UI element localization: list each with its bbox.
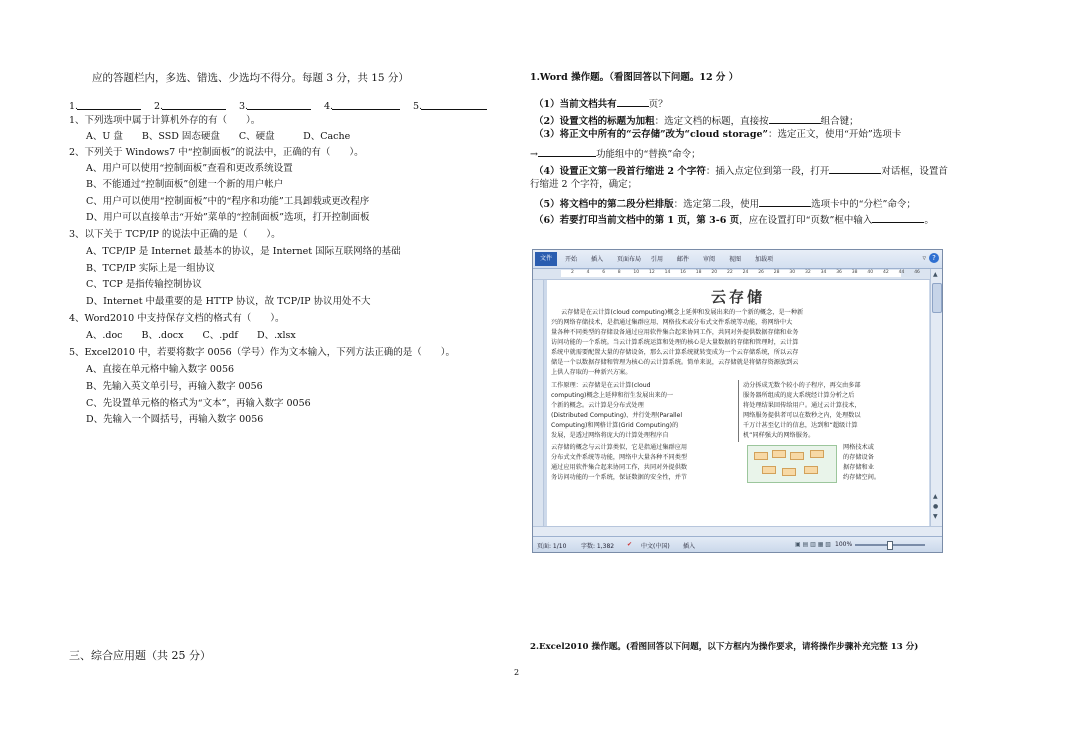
item-1-after: 页？	[648, 99, 668, 110]
item-3-after: 功能组中的“替换”命令；	[595, 149, 701, 160]
ruler-tick-label: 16	[680, 270, 686, 275]
tab-home[interactable]: 开始	[565, 256, 578, 263]
doc-para3-left-2: 分布式文件系统等功能，网络中大量各种不同类型	[551, 454, 688, 461]
doc-para1-line5: 系统中就需要配置大量的存储设备，那么云计算系统就转变成为一个云存储系统，所以云存	[551, 349, 799, 356]
item-4-text: ：插入点定位到第一段，打开	[705, 166, 830, 177]
doc-col-left-2: computing)概念上延伸和衍生发展出来的一	[551, 392, 674, 399]
word-item-3-cont	[530, 146, 701, 161]
ruler-tick-label: 12	[649, 270, 655, 275]
diagram-box	[782, 468, 796, 476]
cloud-diagram-image	[747, 445, 837, 483]
ruler-tick-label: 2	[571, 270, 574, 275]
doc-col-right-5: 千万计甚至亿计的信息，达到和“超级计算	[743, 422, 858, 429]
tab-page-layout[interactable]: 页面布局	[617, 256, 642, 263]
question-5-stem: 5、Excel2010 中，若要将数字 0056（学号）作为文本输入，下列方法正确的是（ ）。	[69, 347, 455, 358]
prev-page-icon[interactable]: ▲	[933, 493, 938, 500]
word-item-1	[534, 96, 668, 111]
ruler-tick-label: 40	[867, 270, 874, 275]
doc-col-left-3: 个新的概念。云计算是分布式处理	[551, 402, 644, 409]
doc-para1-line6: 储是一个以数据存储和管理为核心的云计算系统。简单来说，云存储就是将储存资源放到云	[551, 359, 799, 366]
item-4-blank[interactable]	[829, 163, 881, 174]
question-2-option-b: B、不能通过“控制面板”创建一个新的用户帐户	[86, 179, 284, 190]
word-screenshot	[532, 249, 943, 553]
tab-view[interactable]: 视图	[729, 256, 742, 263]
doc-para1-line1: 云存储是在云计算(cloud computing)概念上延伸和发展出来的一个新的概念，是一种新	[561, 309, 804, 316]
doc-col-left-6: 发展，是透过网络将庞大的计算处理程序自	[551, 432, 669, 439]
item-6-after: 。	[924, 215, 934, 226]
doc-col-right-6: 机”同样强大的网络服务。	[743, 432, 815, 439]
question-5-option-d: D、先输入一个圆括号，再输入数字 0056	[86, 414, 264, 425]
item-5-blank[interactable]	[759, 196, 811, 207]
doc-para3-left-4: 务访问功能的一个系统，保证数据的安全性，并节	[551, 474, 688, 481]
diagram-box	[754, 452, 768, 460]
question-2-option-a: A、用户可以使用“控制面板”查看和更改系统设置	[86, 163, 293, 174]
diagram-box	[804, 466, 818, 474]
question-3-option-a: A、TCP/IP 是 Internet 最基本的协议，是 Internet 国际互联网络的基础	[86, 246, 401, 257]
item-1-bold: （1）当前文档共有	[534, 99, 617, 110]
question-1-stem: 1、下列选项中属于计算机外存的有（ ）。	[69, 115, 261, 126]
word-item-4	[534, 163, 948, 178]
ruler-tick-label: 46	[914, 270, 920, 275]
tab-review[interactable]: 审阅	[703, 256, 716, 263]
item-2-after: 组合键；	[820, 116, 859, 127]
blank-4-label: 4.	[324, 101, 334, 112]
question-5-option-a: A、直接在单元格中输入数字 0056	[86, 364, 235, 375]
doc-col-right-2: 服务器所组成的庞大系统经计算分析之后	[743, 392, 855, 399]
ruler-tick-label: 6	[602, 270, 606, 275]
status-zoom[interactable]: 100%	[835, 541, 853, 548]
ruler-tick-label: 24	[742, 270, 749, 275]
blank-5-line[interactable]	[421, 99, 487, 110]
question-4-options: A、.doc B、.docx C、.pdf D、.xlsx	[86, 330, 296, 341]
status-page[interactable]: 页面: 1/10	[537, 543, 567, 550]
ruler-tick-label: 14	[664, 270, 671, 275]
item-6-bold: （6）若要打印当前文档中的第 1 页，第 3-6 页	[534, 215, 740, 226]
ruler-tick-label: 30	[789, 270, 796, 275]
word-item-6	[534, 212, 934, 227]
status-bar	[533, 536, 942, 553]
item-3-blank[interactable]	[538, 146, 596, 157]
ruler-tick-label: 26	[758, 270, 764, 275]
diagram-box	[762, 466, 776, 474]
question-5-option-c: C、先设置单元格的格式为“文本”，再输入数字 0056	[86, 398, 311, 409]
word-item-5	[534, 196, 916, 211]
scroll-up-icon[interactable]: ▲	[933, 271, 938, 278]
tab-addins[interactable]: 加载项	[755, 256, 774, 263]
diagram-box	[790, 452, 804, 460]
question-3-option-b: B、TCP/IP 实际上是一组协议	[86, 263, 215, 274]
item-5-after: 选项卡中的“分栏”命令；	[811, 199, 916, 210]
doc-para3-right-2: 的存储设备	[843, 454, 874, 461]
proofing-icon[interactable]: ✔	[627, 541, 633, 548]
item-4-bold: （4）设置正文第一段首行缩进 2 个字符	[534, 166, 706, 177]
doc-col-right-3: 将处理结果回传给用户。通过云计算技术，	[743, 402, 861, 409]
question-1-options: A、U 盘 B、SSD 固态硬盘 C、硬盘 D、Cache	[86, 131, 351, 142]
horizontal-scrollbar[interactable]	[533, 526, 942, 536]
doc-para3-left-3: 通过应用软件集合起来协同工作，共同对外提供数	[551, 464, 688, 471]
blank-3-label: 3.	[239, 101, 249, 112]
item-3-arrow: →	[530, 149, 538, 160]
diagram-box	[810, 450, 824, 458]
section-header: 应的答题栏内，多选、错选、少选均不得分。每题 3 分，共 15 分）	[92, 72, 409, 84]
question-3-option-c: C、TCP 是指传输控制协议	[86, 279, 202, 290]
question-2-option-c: C、用户可以使用“控制面板”中的“程序和功能”工具卸载或更改程序	[86, 196, 370, 207]
status-language[interactable]: 中文(中国)	[641, 543, 670, 550]
page-number: 2	[514, 668, 520, 677]
status-mode[interactable]: 插入	[683, 543, 696, 550]
question-4-stem: 4、Word2010 中支持保存文档的格式有（ ）。	[69, 313, 285, 324]
tab-file[interactable]: 文件	[535, 252, 557, 266]
next-page-icon[interactable]: ▼	[933, 513, 938, 520]
item-5-text: ：选定第二段，使用	[673, 199, 760, 210]
ruler-tick-label: 8	[617, 270, 621, 275]
doc-para3-right-3: 据存储和业	[843, 464, 874, 471]
ruler-tick-label: 36	[836, 270, 842, 275]
ruler-tick-label: 38	[851, 270, 858, 275]
blank-1-label: 1.	[69, 101, 79, 112]
question-2-option-d: D、用户可以直接单击“开始”菜单的“控制面板”选项，打开控制面板	[86, 212, 370, 223]
word-question-title: 1.Word 操作题。（看图回答以下问题。12 分 ）	[530, 72, 739, 83]
scroll-thumb[interactable]	[932, 283, 942, 313]
doc-para1-line3: 量各种不同类型的存储设备通过应用软件集合起来协同工作，共同对外提供数据存储和业务	[551, 329, 799, 336]
doc-col-left-5: Computing)和网格计算(Grid Computing)的	[551, 422, 679, 429]
doc-col-right-4: 网络服务提供者可以在数秒之内，处理数以	[743, 412, 861, 419]
blank-4-line[interactable]	[332, 99, 400, 110]
document-page	[547, 280, 929, 526]
zoom-slider-thumb[interactable]	[887, 541, 893, 550]
doc-para1-line4: 访问功能的一个系统。当云计算系统运算和处理的核心是大量数据的存储和管理时，云计算	[551, 339, 799, 346]
ruler-tick-label: 34	[820, 270, 827, 275]
blank-2-line[interactable]	[162, 99, 226, 110]
blank-1-line[interactable]	[77, 99, 141, 110]
item-6-text: ，应在设置打印“页数”框中输入	[739, 215, 873, 226]
ruler-tick-label: 10	[633, 270, 640, 275]
horizontal-ruler	[533, 269, 942, 280]
column-separator	[738, 380, 739, 442]
word-item-4-cont: 行缩进 2 个字符，确定；	[530, 179, 638, 190]
word-item-2	[534, 113, 859, 128]
item-6-blank[interactable]	[872, 212, 924, 223]
doc-para3-right-1: 网格技术或	[843, 444, 874, 451]
ruler-tick-label: 4	[586, 270, 590, 275]
blank-5-label: 5.	[413, 101, 423, 112]
item-3-bold: （3）将正文中所有的“云存储”改为“cloud storage”	[534, 129, 768, 140]
ribbon-tabs	[533, 250, 942, 269]
doc-col-left-1: 工作原理：云存储是在云计算(cloud	[551, 382, 651, 389]
diagram-box	[772, 450, 786, 458]
item-1-blank[interactable]	[617, 96, 649, 107]
item-2-bold: （2）设置文档的标题为加粗	[534, 116, 655, 127]
doc-col-left-4: (Distributed Computing)、并行处理(Parallel	[551, 412, 683, 419]
ruler-tick-label: 22	[727, 270, 733, 275]
ruler-tick-label: 32	[805, 270, 811, 275]
question-3-option-d: D、Internet 中最重要的是 HTTP 协议，故 TCP/IP 协议用处不大	[86, 296, 371, 307]
question-3-stem: 3、以下关于 TCP/IP 的说法中正确的是（ ）。	[69, 229, 281, 240]
question-5-option-b: B、先输入英文单引号，再输入数字 0056	[86, 381, 263, 392]
doc-para1-line2: 兴的网络存储技术，是指通过集群应用、网格技术或分布式文件系统等功能，将网络中大	[551, 319, 793, 326]
item-2-blank[interactable]	[769, 113, 821, 124]
doc-para1-line7: 上供人存取的一种新兴方案。	[551, 369, 632, 376]
ruler-tick-label: 20	[711, 270, 718, 275]
item-4-after: 对话框，设置首	[881, 166, 948, 177]
item-2-text: ：选定文档的标题，直接按	[654, 116, 769, 127]
tab-mailings[interactable]: 邮件	[677, 256, 690, 263]
ruler-tick-label: 18	[695, 270, 702, 275]
vertical-scrollbar[interactable]	[930, 269, 942, 526]
status-words[interactable]: 字数: 1,382	[581, 543, 615, 550]
doc-col-right-1: 动分拆成无数个较小的子程序，再交由多部	[743, 382, 861, 389]
section-3-heading: 三、综合应用题（共 25 分）	[69, 649, 211, 662]
browse-object-icon[interactable]: ●	[933, 503, 939, 510]
doc-title: 云存储	[710, 288, 765, 306]
question-2-stem: 2、下列关于 Windows7 中“控制面板”的说法中，正确的有（ ）。	[69, 147, 364, 158]
blank-3-line[interactable]	[247, 99, 311, 110]
ruler-tick-label: 28	[773, 270, 780, 275]
doc-para3-right-4: 约存储空间。	[843, 474, 881, 481]
tab-references[interactable]: 引用	[651, 256, 664, 263]
minimize-ribbon-icon[interactable]: ▿	[922, 254, 926, 262]
ruler-tick-label: 42	[883, 270, 889, 275]
excel-question-title: 2.Excel2010 操作题。(看图回答以下问题，以下方框内为操作要求，请将操作步骤补充完整 13 分)	[530, 642, 919, 652]
item-5-bold: （5）将文档中的第二段分栏排版	[534, 199, 674, 210]
tab-insert[interactable]: 插入	[591, 256, 604, 263]
vertical-ruler	[533, 280, 544, 526]
item-3-text: ：选定正文，使用“开始”选项卡	[767, 129, 902, 140]
ruler-tick-label: 44	[898, 270, 905, 275]
blank-2-label: 2.	[154, 101, 164, 112]
help-icon[interactable]: ?	[929, 253, 939, 263]
word-item-3	[534, 129, 901, 141]
view-buttons-icon[interactable]: ▣ ▤ ▥ ▦ ▧	[795, 541, 831, 548]
doc-para3-left-1: 云存储的概念与云计算类似，它是指通过集群应用	[551, 444, 688, 451]
